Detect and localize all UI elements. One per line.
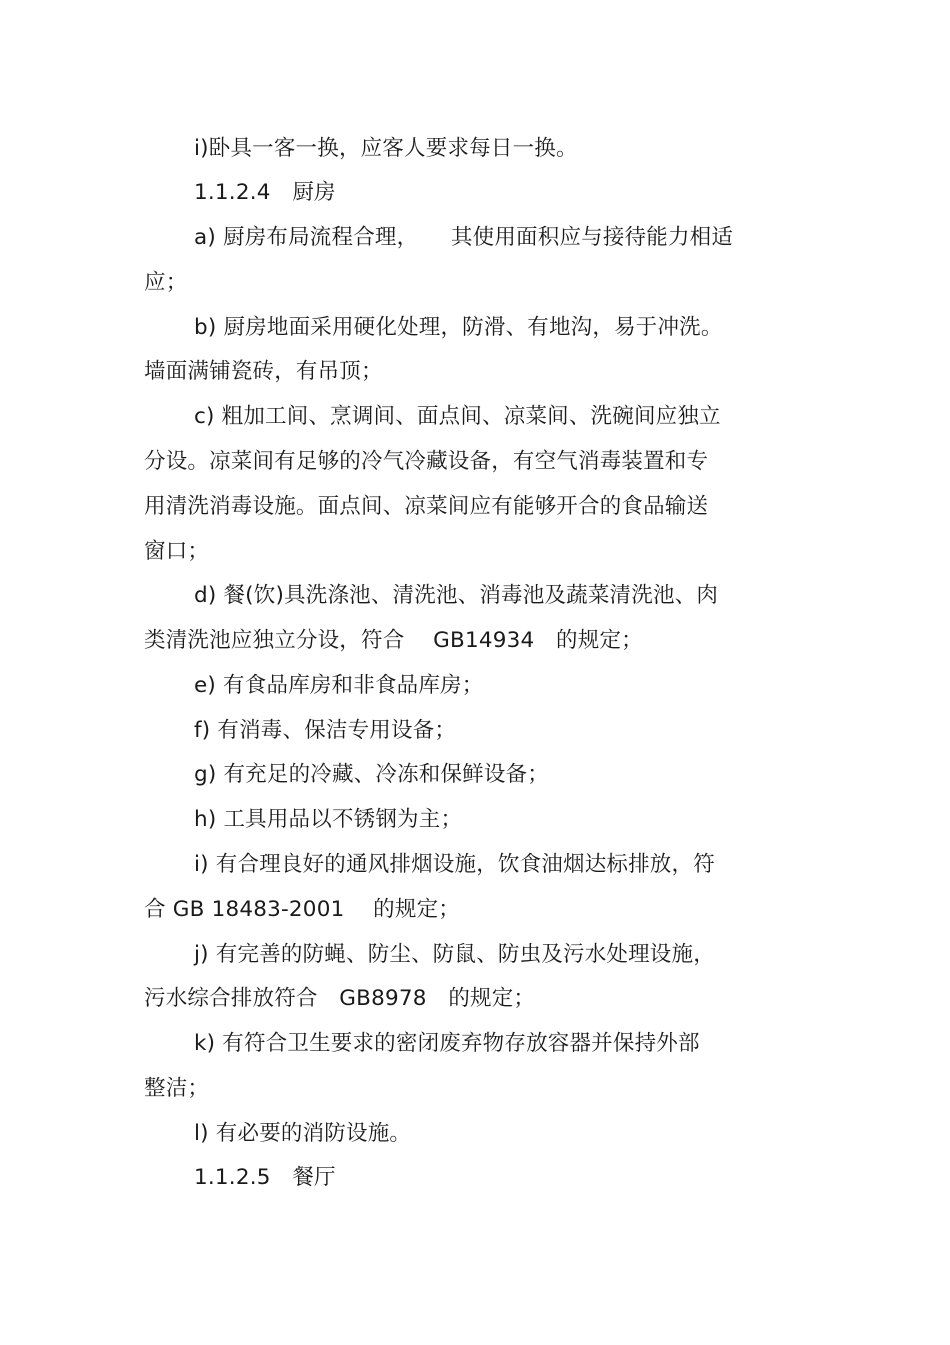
- text-line-i-2: 合 GB 18483-2001 的规定；: [144, 897, 460, 922]
- text-line-g: g) 有充足的冷藏、冷冻和保鲜设备；: [194, 762, 549, 787]
- text-line-c-3: 用清洗消毒设施。面点间、凉菜间应有能够开合的食品输送: [144, 494, 709, 519]
- text-line-bedding: i)卧具一客一换，应客人要求每日一换。: [194, 136, 578, 161]
- text-line-i-1: i) 有合理良好的通风排烟设施，饮食油烟达标排放，符: [194, 852, 715, 877]
- text-line-f: f) 有消毒、保洁专用设备；: [194, 718, 457, 743]
- section-heading-kitchen: 1.1.2.4 厨房: [194, 180, 336, 205]
- text-line-a-2: 应；: [144, 270, 188, 295]
- text-line-a-1: a) 厨房布局流程合理， 其使用面积应与接待能力相适: [194, 225, 734, 250]
- text-line-b-2: 墙面满铺瓷砖，有吊顶；: [144, 359, 383, 384]
- text-line-k-2: 整洁；: [144, 1076, 210, 1101]
- text-line-b-1: b) 厨房地面采用硬化处理，防滑、有地沟，易于冲洗。: [194, 315, 723, 340]
- text-line-j-2: 污水综合排放符合 GB8978 的规定；: [144, 986, 536, 1011]
- text-line-l: l) 有必要的消防设施。: [194, 1121, 412, 1146]
- text-line-d-2: 类清洗池应独立分设，符合 GB14934 的规定；: [144, 628, 643, 653]
- text-line-k-1: k) 有符合卫生要求的密闭废弃物存放容器并保持外部: [194, 1031, 700, 1056]
- text-line-h: h) 工具用品以不锈钢为主；: [194, 807, 463, 832]
- text-line-j-1: j) 有完善的防蝇、防尘、防鼠、防虫及污水处理设施，: [194, 942, 715, 967]
- text-line-d-1: d) 餐(饮)具洗涤池、清洗池、消毒池及蔬菜清洗池、肉: [194, 583, 719, 608]
- section-heading-restaurant: 1.1.2.5 餐厅: [194, 1165, 336, 1190]
- text-line-c-2: 分设。凉菜间有足够的冷气冷藏设备，有空气消毒装置和专: [144, 449, 709, 474]
- text-line-e: e) 有食品库房和非食品库房；: [194, 673, 484, 698]
- text-line-c-1: c) 粗加工间、烹调间、面点间、凉菜间、洗碗间应独立: [194, 404, 721, 429]
- text-line-c-4: 窗口；: [144, 539, 210, 564]
